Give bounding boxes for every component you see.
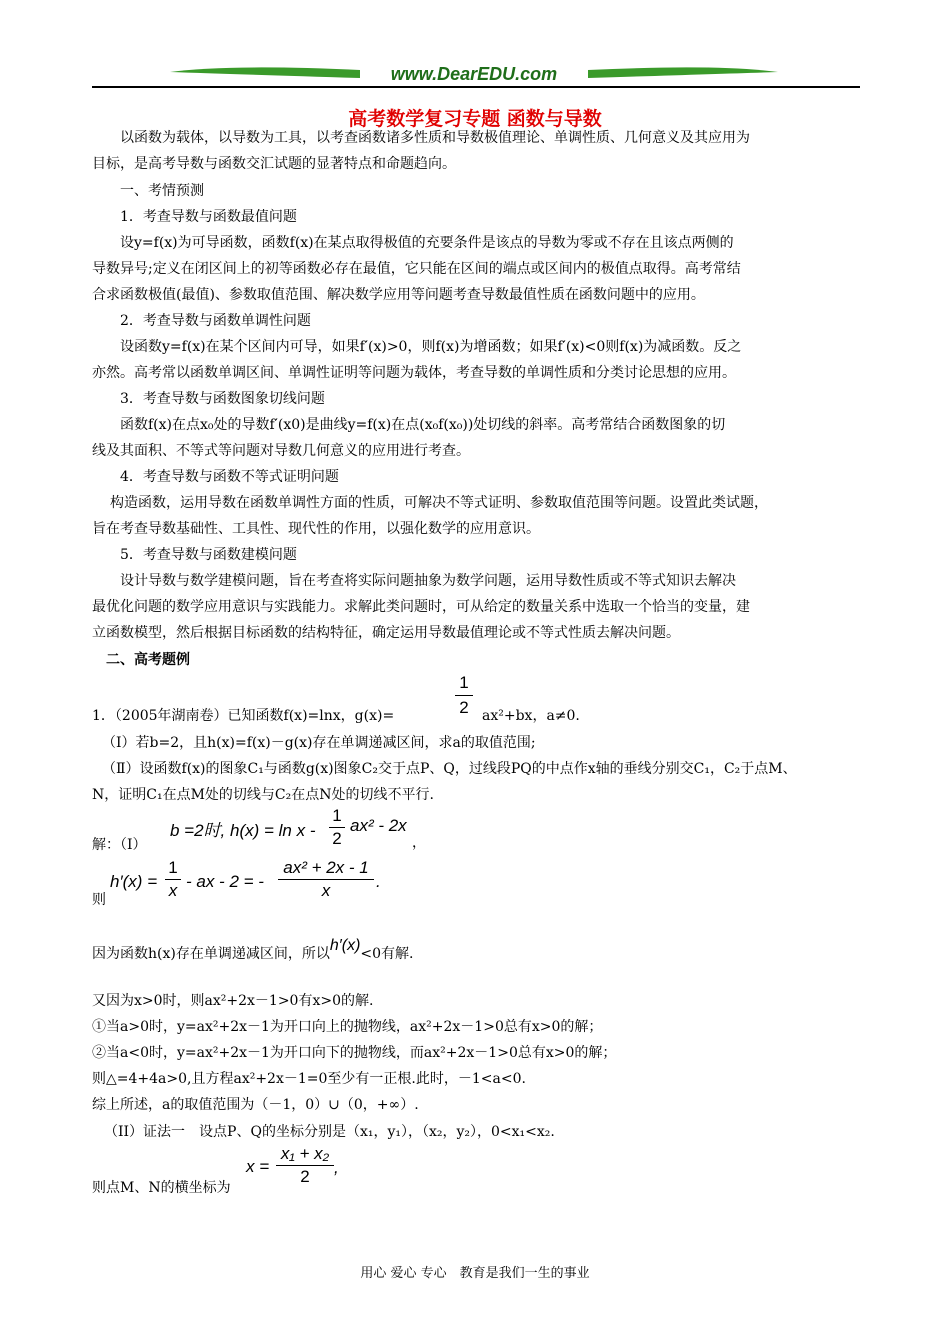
subheading-1: 1．考查导数与函数最值问题 — [120, 209, 297, 225]
equation-hprime-frac2 — [276, 858, 376, 901]
para4-line-1: 函数f(x)在点x₀处的导数f′(x0)是曲线y=f(x)在点(x₀f(x₀))处切线的斜率。高考常结合函数图象的切 — [120, 417, 726, 433]
fraction-bar — [455, 695, 473, 696]
question-1-stem — [92, 706, 394, 726]
equation-hprime-end: . — [376, 872, 381, 891]
midpoint-frac — [274, 1144, 336, 1187]
reason-line-e: 则△=4+4a>0,且方程ax²+2x－1=0至少有一正根.此时，－1<a<0. — [92, 1071, 526, 1087]
reason-line-c: ①当a>0时，y=ax²+2x－1为开口向上的抛物线，ax²+2x－1>0总有x>0的解； — [92, 1019, 603, 1035]
question-1-half-den: 2 — [459, 698, 469, 717]
midpoint-x: x = — [246, 1157, 270, 1176]
question-1-part-ii-line-1: （Ⅱ）设函数f(x)的图象C₁与函数g(x)图象C₂交于点P、Q，过线段PQ的中点作x轴的垂线分别交C₁，C₂于点M、 — [102, 761, 797, 777]
subheading-3: 3．考查导数与函数图象切线问题 — [120, 391, 325, 407]
then-label: 则 — [92, 892, 106, 908]
para3-line-1: 设函数y=f(x)在某个区间内可导，如果f′(x)>0，则f(x)为增函数；如果f′(x)<0则f(x)为减函数。反之 — [120, 339, 742, 355]
equation-hprime-frac1-den: x — [168, 881, 178, 900]
subheading-5: 5．考查导数与函数建模问题 — [120, 547, 297, 563]
reason-line-a-end: <0有解. — [360, 946, 414, 962]
para5-line-1: 构造函数，运用导数在函数单调性方面的性质，可解决不等式证明、参数取值范围等问题。设置此类试题， — [110, 495, 768, 511]
para3-line-2: 亦然。高考常以函数单调区间、单调性证明等问题为载体，考查导数的单调性质和分类讨论思想的应用。 — [92, 365, 736, 381]
page-footer: 用心 爱心 专心 教育是我们一生的事业 — [360, 1266, 590, 1281]
reason-line-f: 综上所述，a的取值范围为（－1，0）∪（0，+∞）. — [92, 1097, 419, 1113]
section-heading-2: 二、高考题例 — [106, 652, 190, 668]
reason-line-d: ②当a<0时，y=ax²+2x－1为开口向下的抛物线，而ax²+2x－1>0总有x>0的解； — [92, 1045, 617, 1061]
equation-hprime-frac2-den: x — [321, 881, 331, 900]
para2-line-1: 设y=f(x)为可导函数，函数f(x)在某点取得极值的充要条件是该点的导数为零或不存在且该点两侧的 — [120, 235, 734, 251]
equation-hprime-frac1-num: 1 — [168, 858, 178, 877]
equation-h-half-den: 2 — [332, 829, 342, 848]
question-1-half — [453, 672, 475, 719]
logo-right-swoosh — [588, 67, 778, 78]
intro-line-2: 目标，是高考导数与函数交汇试题的显著特点和命题趋向。 — [92, 156, 456, 172]
midpoint-label: 则点M、N的横坐标为 — [92, 1180, 231, 1196]
para2-line-3: 合求函数极值(最值)、参数取值范围、解决数学应用等问题考查导数最值性质在函数问题中的应用。 — [92, 287, 705, 303]
para4-line-2: 线及其面积、不等式等问题对导数几何意义的应用进行考查。 — [92, 443, 470, 459]
logo-text: www.DearEDU.com — [390, 64, 558, 84]
reason-line-b: 又因为x>0时，则ax²+2x－1>0有x>0的解. — [92, 993, 374, 1009]
site-logo — [170, 62, 778, 86]
section-heading-1: 一、考情预测 — [120, 183, 204, 199]
midpoint-frac-den: 2 — [300, 1167, 310, 1186]
equation-h-half — [328, 806, 346, 849]
header-rule — [92, 86, 860, 88]
question-1-half-num: 1 — [459, 673, 469, 692]
question-1-prefix: 1．（2005年湖南卷）已知函数f(x)=lnx，g(x)= — [92, 708, 395, 724]
logo-left-swoosh — [170, 67, 360, 78]
subheading-2: 2．考查导数与函数单调性问题 — [120, 313, 311, 329]
solution-label: 解：（I） — [92, 837, 147, 853]
subheading-4: 4．考查导数与函数不等式证明问题 — [120, 469, 339, 485]
question-1-part-ii-line-2: N，证明C₁在点M处的切线与C₂在点N处的切线不平行. — [92, 787, 434, 803]
para6-line-3: 立函数模型，然后根据目标函数的结构特征，确定运用导数最值理论或不等式性质去解决问题。 — [92, 625, 680, 641]
reason-line-a-text: 因为函数h(x)存在单调递减区间，所以 — [92, 946, 330, 962]
para2-line-2: 导数异号;定义在闭区间上的初等函数必存在最值，它只能在区间的端点或区间内的极值点取得。高考常结 — [92, 261, 741, 277]
equation-h-half-num: 1 — [332, 806, 342, 825]
para6-line-2: 最优化问题的数学应用意识与实践能力。求解此类问题时，可从给定的数量关系中选取一个恰当的变量，建 — [92, 599, 750, 615]
reason-line-a-math: h′(x) — [329, 937, 361, 954]
para6-line-1: 设计导数与数学建模问题，旨在考查将实际问题抽象为数学问题，运用导数性质或不等式知识去解决 — [120, 573, 736, 589]
equation-hprime-mid: - ax - 2 = - — [186, 872, 264, 891]
midpoint-frac-num: x₁ + x₂ — [280, 1144, 330, 1163]
intro-line-1: 以函数为载体，以导数为工具，以考查函数诸多性质和导数极值理论、单调性质、几何意义及其应用为 — [120, 130, 750, 146]
equation-hprime-left: h′(x) = — [110, 872, 158, 891]
equation-h-left: b =2时, h(x) = ln x - — [170, 821, 316, 840]
fraction-bar — [276, 1165, 334, 1166]
question-1-part-i: （Ⅰ）若b=2，且h(x)=f(x)－g(x)存在单调递减区间，求a的取值范围; — [102, 735, 536, 751]
equation-h-comma: ， — [412, 835, 426, 851]
fraction-bar — [165, 879, 181, 880]
fraction-bar — [329, 827, 345, 828]
midpoint-comma: , — [334, 1158, 339, 1177]
equation-hprime-frac1 — [164, 858, 182, 901]
para5-line-2: 旨在考查导数基础性、工具性、现代性的作用，以强化数学的应用意识。 — [92, 521, 540, 537]
question-1-suffix: ax²+bx，a≠0. — [482, 708, 580, 724]
reason-line-a — [92, 937, 414, 964]
equation-h-right: ax² - 2x — [350, 816, 407, 835]
fraction-bar — [278, 879, 374, 880]
equation-hprime-frac2-num: ax² + 2x - 1 — [283, 858, 369, 877]
reason-line-g: （II）证法一 设点P、Q的坐标分别是（x₁，y₁），（x₂，y₂），0<x₁<x₂. — [104, 1124, 555, 1140]
page-title: 高考数学复习专题 函数与导数 — [348, 108, 602, 130]
